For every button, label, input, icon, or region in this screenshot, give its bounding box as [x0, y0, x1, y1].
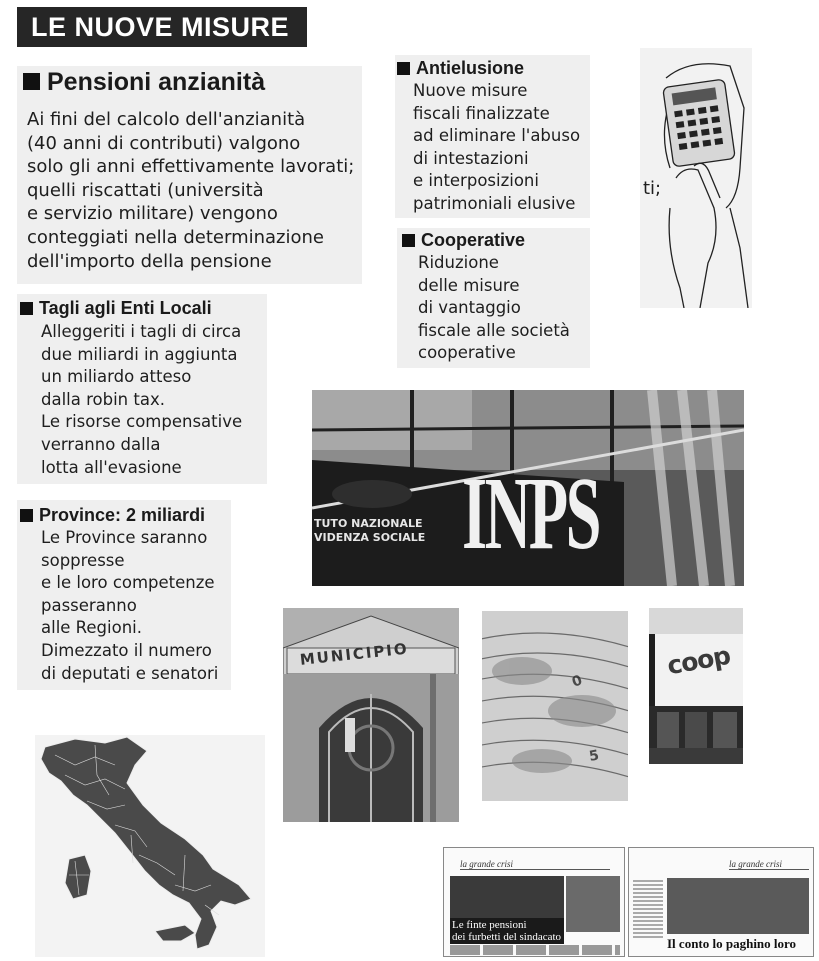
antielusione-heading: Antielusione	[397, 58, 524, 79]
clipping-left	[443, 847, 625, 957]
inps-line-1: TUTO NAZIONALE	[314, 517, 423, 530]
tagli-heading: Tagli agli Enti Locali	[20, 298, 212, 319]
clipping-right-photo	[667, 878, 809, 934]
municipio-sign: MUNICIPIO	[299, 639, 410, 669]
bullet-square-icon	[20, 302, 33, 315]
cooperative-text: Riduzione delle misure di vantaggio fiscale alle società cooperative	[418, 253, 570, 363]
inps-sign: INPS	[462, 456, 599, 571]
inps-line-2: VIDENZA SOCIALE	[314, 531, 426, 544]
province-text: Le Province saranno soppresse e le loro competenze passeranno alle Regioni. Dimezzato il numero di deputati e senatori	[41, 528, 219, 683]
clipping-right-kicker: la grande crisi	[729, 859, 809, 870]
inps-photo	[312, 390, 744, 586]
banner-title: LE NUOVE MISURE	[31, 11, 290, 42]
bullet-square-icon	[397, 62, 410, 75]
bullet-square-icon	[20, 509, 33, 522]
coop-photo	[649, 608, 743, 764]
svg-text:0: 0	[569, 672, 585, 691]
page-banner	[17, 7, 307, 47]
clipping-left-kicker: la grande crisi	[460, 859, 610, 870]
svg-text:5: 5	[587, 747, 601, 765]
pensioni-text: Ai fini del calcolo dell'anzianità (40 anni di contributi) valgono solo gli anni effettivamente lavorati; quelli riscattati (università e servizio militare) vengono conteggiati nella determinazione dell'importo della pensione	[27, 109, 355, 272]
clipping-left-body	[450, 945, 620, 955]
antielusione-text: Nuove misure fiscali finalizzate ad eliminare l'abuso di intestazioni e interposizioni patrimoniali elusive	[413, 81, 581, 213]
pensioni-heading: Pensioni anzianità	[23, 68, 265, 97]
clipping-right-column	[633, 878, 663, 938]
cooperative-heading: Cooperative	[402, 230, 525, 251]
clipping-right	[628, 847, 814, 957]
bullet-square-icon	[23, 73, 40, 90]
banknotes-photo	[482, 611, 628, 801]
province-heading: Province: 2 miliardi	[20, 505, 205, 526]
clipping-left-headline: Le finte pensioni dei furbetti del sindacato	[450, 918, 564, 944]
clipping-left-photo	[450, 876, 564, 918]
tagli-text: Alleggeriti i tagli di circa due miliardi in aggiunta un miliardo atteso dalla robin tax. Le risorse compensative verranno dalla lotta all'evasione	[41, 322, 243, 477]
calculator-text-fragment: ti;	[643, 178, 662, 199]
coop-sign: coop	[664, 640, 733, 681]
clipping-right-headline: Il conto lo paghino loro	[667, 936, 797, 951]
clipping-left-side	[566, 876, 620, 932]
municipio-photo	[283, 608, 459, 822]
italy-map	[35, 735, 265, 957]
bullet-square-icon	[402, 234, 415, 247]
